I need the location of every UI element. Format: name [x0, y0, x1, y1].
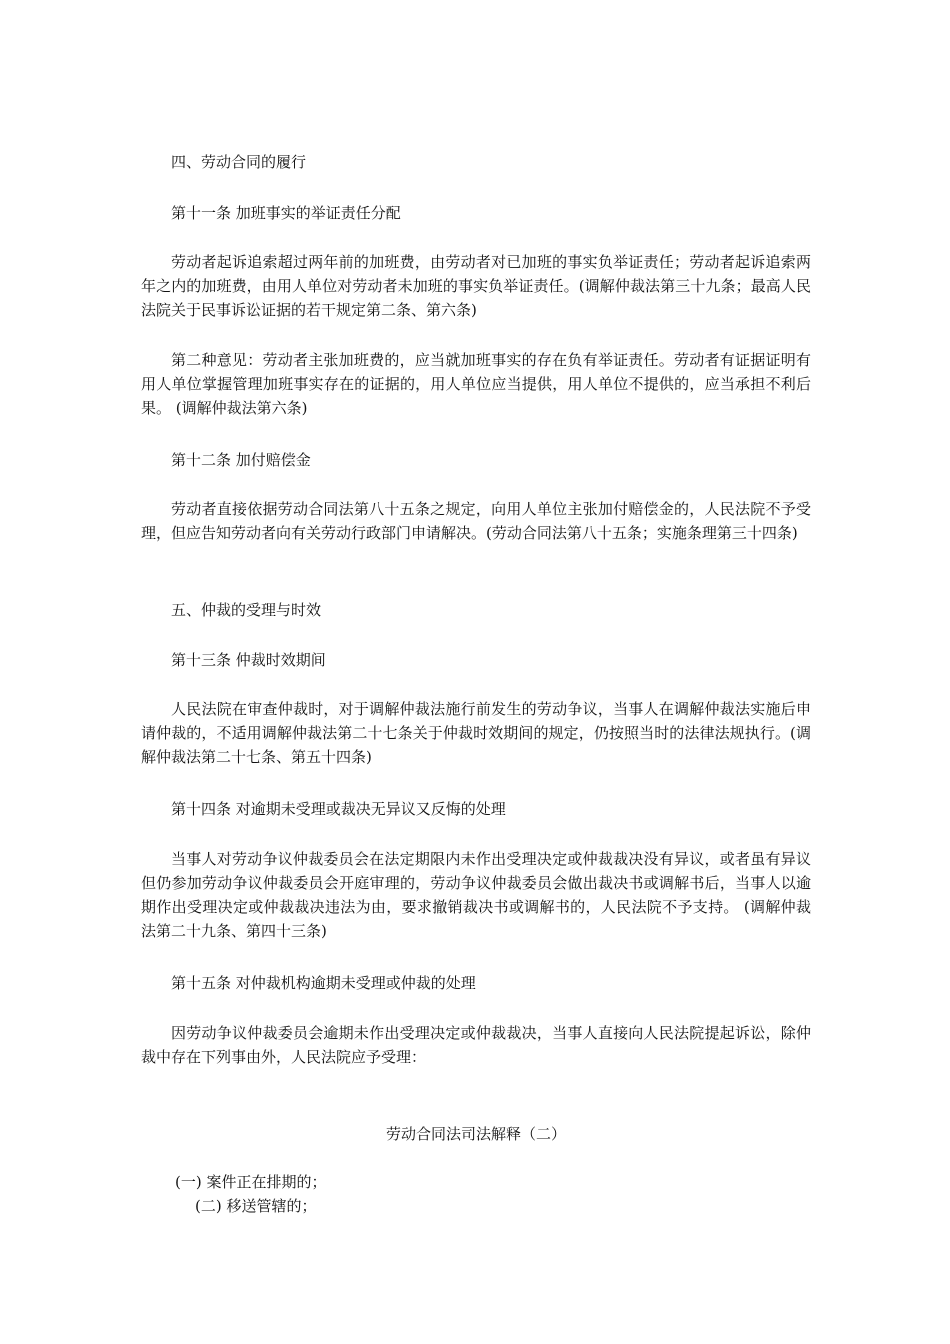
article-12-paragraph-1: 劳动者直接依据劳动合同法第八十五条之规定，向用人单位主张加付赔偿金的，人民法院不予受理，但应告知劳动者向有关劳动行政部门申请解决。(劳动合同法第八十五条；实施条理第三十四条)	[141, 500, 811, 542]
section-heading-4: 四、劳动合同的履行	[171, 153, 307, 171]
article-14-title: 第十四条 对逾期未受理或裁决无异议又反悔的处理	[171, 800, 506, 818]
section-heading-5: 五、仲裁的受理与时效	[171, 601, 322, 619]
footer-title: 劳动合同法司法解释（二）	[385, 1125, 566, 1143]
article-13-title: 第十三条 仲裁时效期间	[171, 651, 326, 669]
article-11-paragraph-1: 劳动者起诉追索超过两年前的加班费，由劳动者对已加班的事实负举证责任；劳动者起诉追索两年之内的加班费，由用人单位对劳动者未加班的事实负举证责任。(调解仲裁法第三十九条；最高人民法院关于民事诉讼证据的若干规定第二条、第六条)	[141, 253, 811, 319]
article-14-paragraph-1: 当事人对劳动争议仲裁委员会在法定期限内未作出受理决定或仲裁裁决没有异议，或者虽有异议但仍参加劳动争议仲裁委员会开庭审理的，劳动争议仲裁委员会做出裁决书或调解书后，当事人以逾期作出受理决定或仲裁裁决违法为由，要求撤销裁决书或调解书的，人民法院不予支持。 (调解仲裁法第二十九条、第四十三条)	[141, 850, 811, 940]
article-11-title: 第十一条 加班事实的举证责任分配	[171, 204, 401, 222]
article-12-title: 第十二条 加付赔偿金	[171, 451, 311, 469]
article-11-paragraph-2: 第二种意见：劳动者主张加班费的，应当就加班事实的存在负有举证责任。劳动者有证据证明有用人单位掌握管理加班事实存在的证据的，用人单位应当提供，用人单位不提供的，应当承担不利后果。 (调解仲裁法第六条)	[141, 351, 811, 417]
list-item: (一) 案件正在排期的；	[175, 1173, 327, 1191]
article-15-title: 第十五条 对仲裁机构逾期未受理或仲裁的处理	[171, 974, 476, 992]
list-item: (二) 移送管辖的；	[195, 1197, 317, 1215]
article-13-paragraph-1: 人民法院在审查仲裁时，对于调解仲裁法施行前发生的劳动争议，当事人在调解仲裁法实施后申请仲裁的，不适用调解仲裁法第二十七条关于仲裁时效期间的规定，仍按照当时的法律法规执行。(调解仲裁法第二十七条、第五十四条)	[141, 700, 811, 766]
article-15-paragraph-1: 因劳动争议仲裁委员会逾期未作出受理决定或仲裁裁决，当事人直接向人民法院提起诉讼，除仲裁中存在下列事由外，人民法院应予受理：	[141, 1024, 811, 1066]
